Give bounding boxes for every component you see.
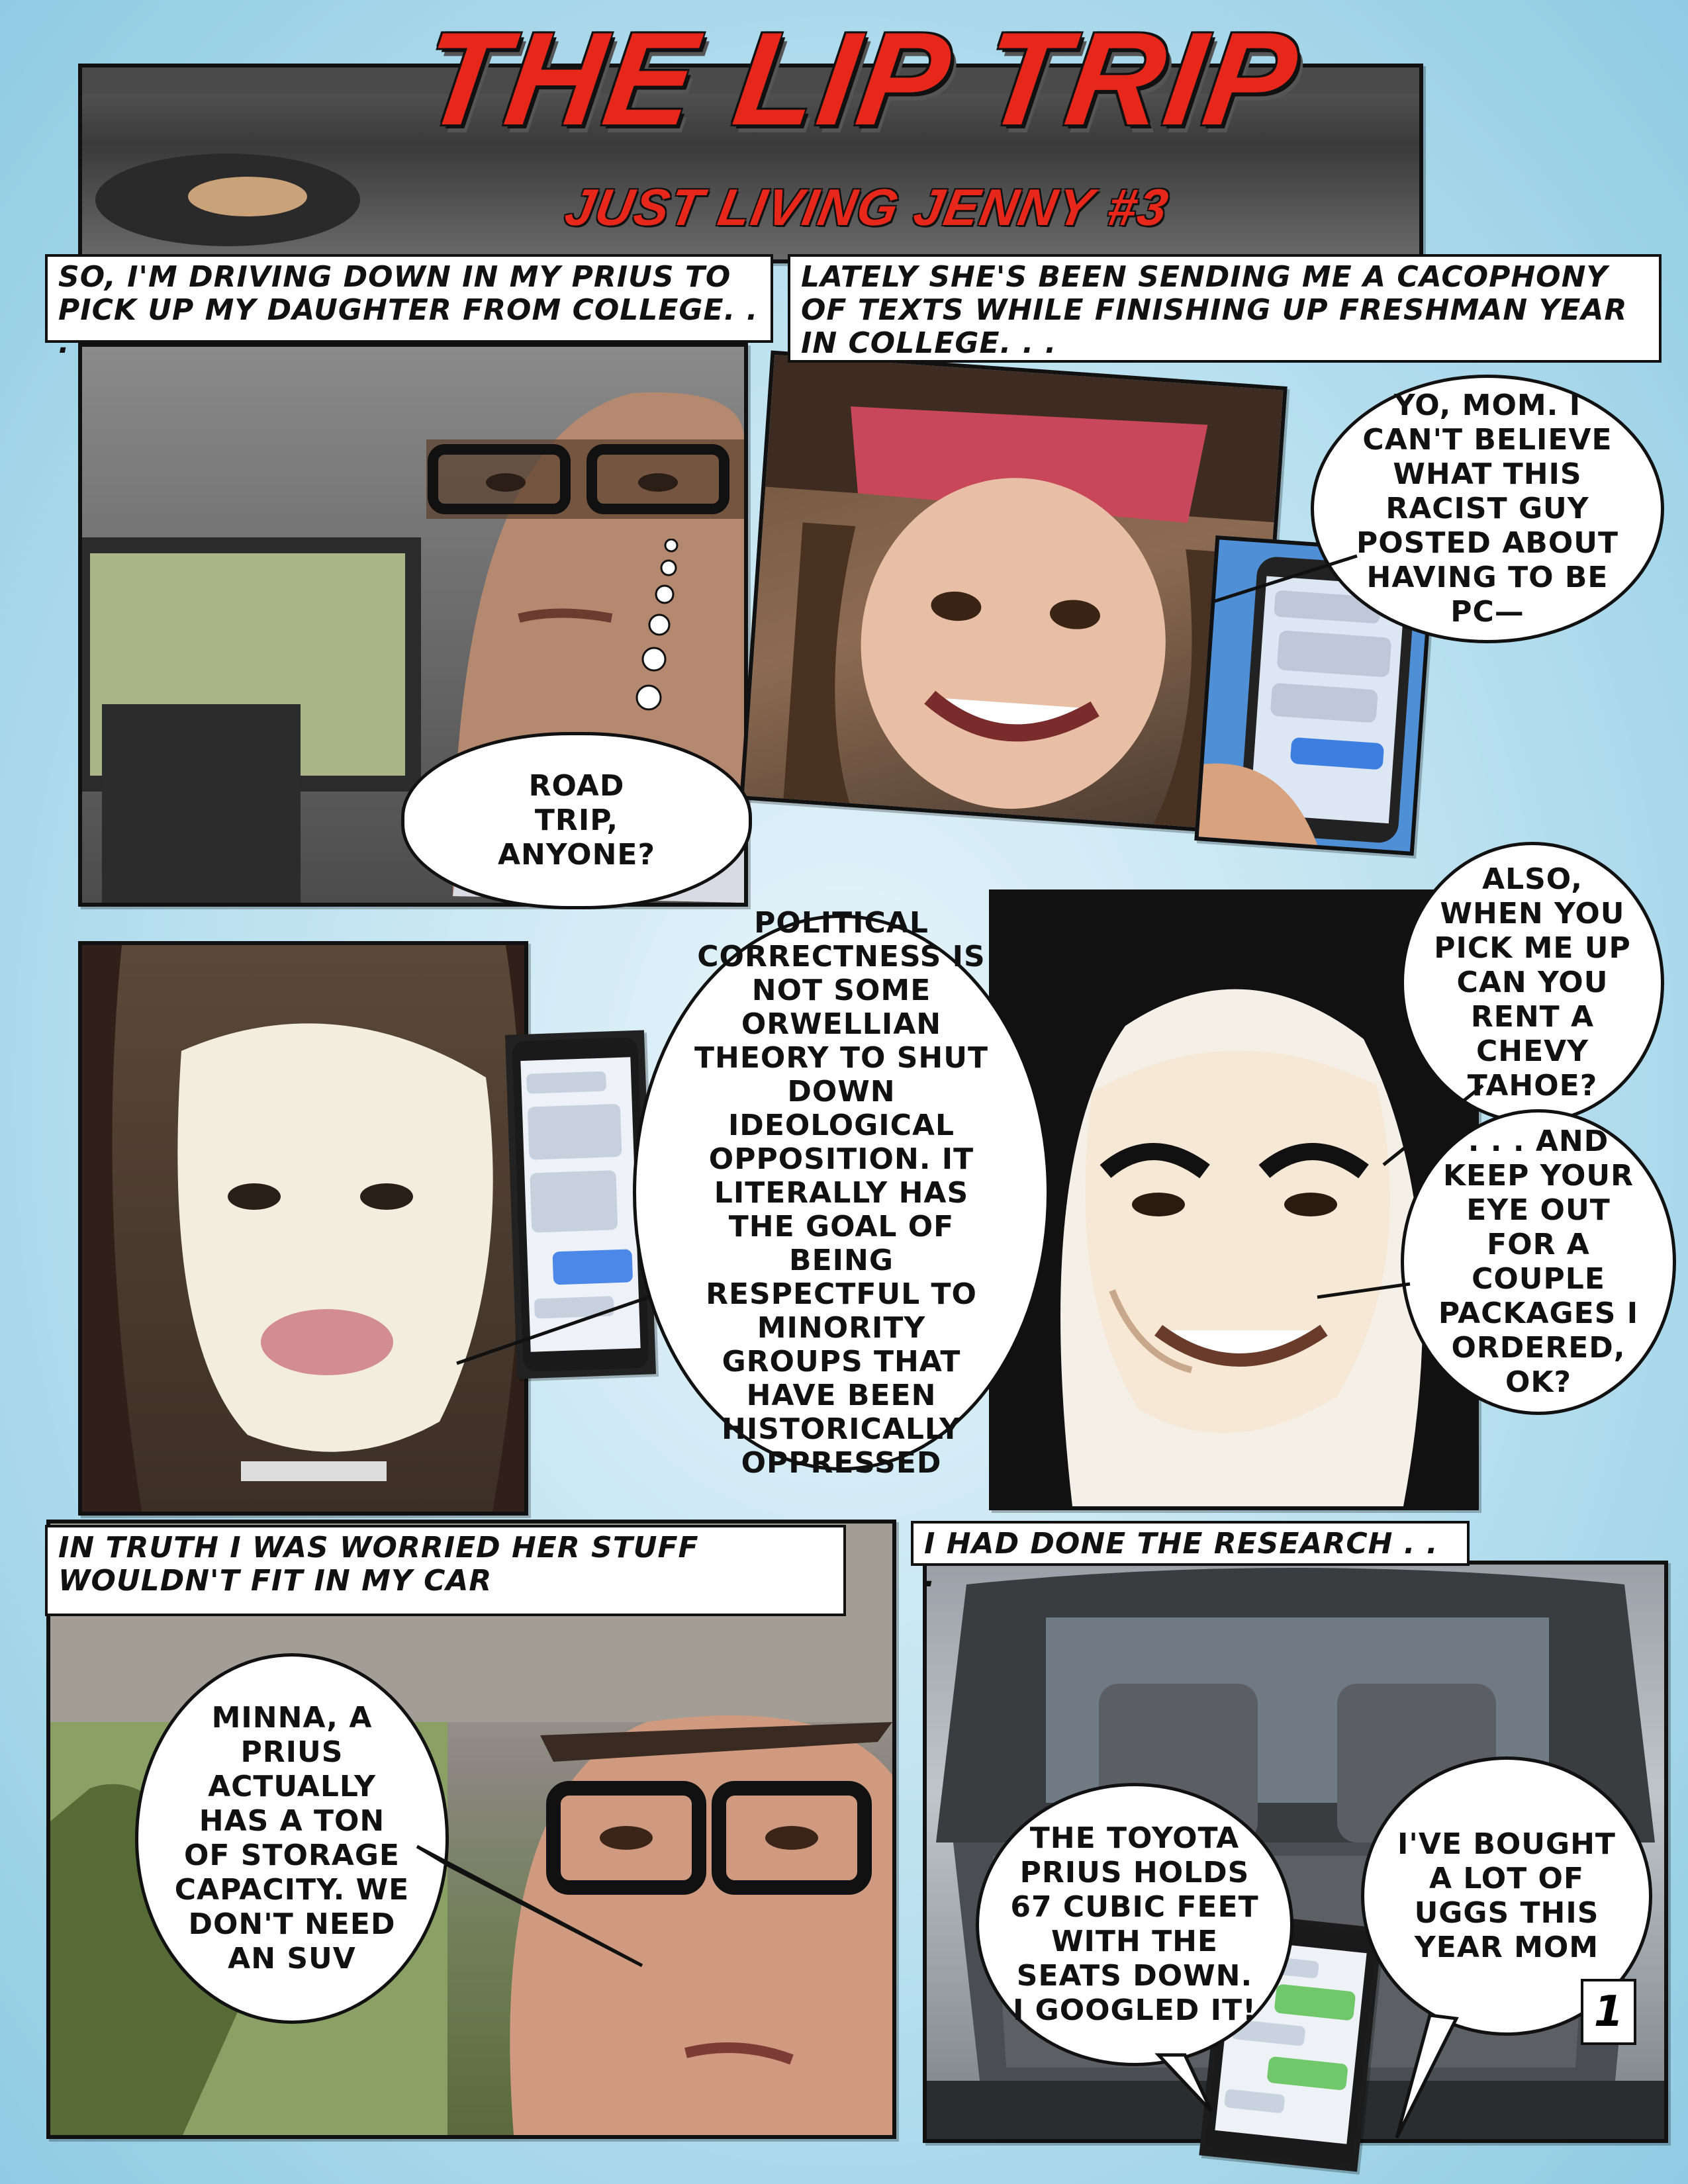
- bubble-yo-mom: YO, MOM. I CAN'T BELIEVE WHAT THIS RACIST GUY POSTED ABOUT HAVING TO BE PC—: [1311, 375, 1664, 643]
- bubble-road-trip: ROAD TRIP, ANYONE?: [401, 732, 752, 909]
- bubble-toyota-prius: THE TOYOTA PRIUS HOLDS 67 CUBIC FEET WITH THE SEATS DOWN. I GOOGLED IT!: [976, 1783, 1293, 2066]
- bubble-tail-yo-mom: [1205, 543, 1377, 609]
- bubble-also-tahoe: ALSO, WHEN YOU PICK ME UP CAN YOU RENT A CHEVY TAHOE?: [1401, 842, 1664, 1124]
- bubble-tail-minna: [410, 1840, 649, 1972]
- bubble-keep-eye-out: . . . AND KEEP YOUR EYE OUT FOR A COUPLE PACKAGES I ORDERED, OK?: [1401, 1109, 1676, 1415]
- caption-panel-1: SO, I'M DRIVING DOWN IN MY PRIUS TO PICK UP MY DAUGHTER FROM COLLEGE. . .: [45, 254, 773, 343]
- page-number: 1: [1581, 1979, 1636, 2045]
- comic-subtitle: JUST LIVING JENNY #3: [561, 178, 1174, 236]
- bubble-tail-uggs: [1390, 2012, 1483, 2144]
- bubble-tail-toyota: [1152, 2052, 1231, 2118]
- bubble-tail-keep-eye: [1311, 1271, 1417, 1310]
- caption-panel-2: LATELY SHE'S BEEN SENDING ME A CACOPHONY OF TEXTS WHILE FINISHING UP FRESHMAN YEAR IN COLLEGE. . .: [788, 254, 1662, 363]
- comic-title: THE LIP TRIP: [414, 5, 1307, 153]
- bubble-tail-political: [450, 1291, 662, 1370]
- panel-3-daughter-lips: [78, 941, 528, 1516]
- bubble-uggs: I'VE BOUGHT A LOT OF UGGS THIS YEAR MOM: [1361, 1756, 1652, 2036]
- bubble-minna-prius: MINNA, A PRIUS ACTUALLY HAS A TON OF STORAGE CAPACITY. WE DON'T NEED AN SUV: [135, 1653, 449, 2024]
- bubble-political-correctness: POLITICAL CORRECTNESS IS NOT SOME ORWELLIAN THEORY TO SHUT DOWN IDEOLOGICAL OPPOSITION. IT LITERALLY HAS THE GOAL OF BEING RESPECTFUL TO MINORITY GROUPS THAT HAVE BEEN HISTORICALLY OPPRESSED: [633, 915, 1050, 1471]
- caption-panel-5: IN TRUTH I WAS WORRIED HER STUFF WOULDN'T FIT IN MY CAR: [45, 1525, 846, 1616]
- bubble-tail-also: [1377, 1079, 1496, 1171]
- caption-panel-6: I HAD DONE THE RESEARCH . . .: [911, 1521, 1470, 1566]
